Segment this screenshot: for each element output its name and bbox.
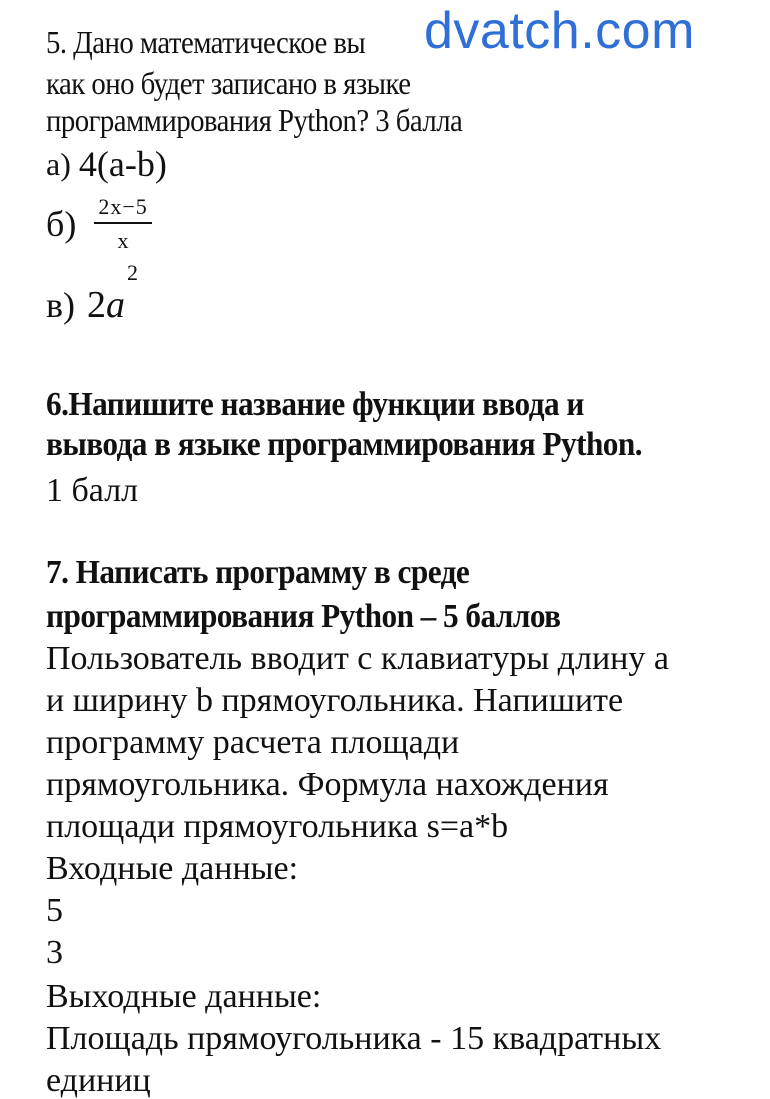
q7-input-value: 5	[46, 892, 63, 929]
q7-body-line: прямоугольника. Формула нахождения	[46, 766, 609, 803]
power-coefficient: 2	[87, 284, 106, 326]
fraction-numerator: 2x−5	[94, 196, 151, 224]
power-exponent: 2	[127, 260, 138, 285]
q5-option-b	[46, 196, 152, 252]
q5-option-a	[46, 146, 167, 182]
q7-body-line: и ширину b прямоугольника. Напишите	[46, 682, 624, 719]
q7-body-line: площади прямоугольника s=a*b	[46, 808, 509, 845]
q5-option-a-expression: 4(a-b)	[78, 144, 167, 184]
q5-option-c-expression	[87, 260, 138, 326]
q5-option-a-label: а)	[46, 146, 71, 182]
q7-output-line: единиц	[46, 1062, 151, 1099]
q5-line-1: 5. Дано математическое вы	[46, 24, 366, 60]
q7-input-label: Входные данные:	[46, 850, 299, 887]
q6-points: 1 балл	[46, 472, 139, 509]
q5-option-b-fraction	[94, 196, 151, 252]
q5-option-c-label: в)	[46, 285, 75, 325]
power-variable: a	[106, 284, 125, 326]
q7-body-line: программу расчета площади	[46, 724, 460, 761]
q6-line-1: 6.Напишите название функции ввода и	[46, 386, 584, 423]
q5-option-c	[46, 260, 138, 326]
q7-output-label: Выходные данные:	[46, 978, 322, 1015]
q7-input-value: 3	[46, 934, 63, 971]
q5-line-2: как оно будет записано в языке	[46, 65, 411, 101]
q7-body-line: Пользователь вводит с клавиатуры длину a	[46, 640, 669, 677]
q6-line-2: вывода в языке программирования Python.	[46, 426, 643, 463]
watermark-text: dvatch.com	[420, 4, 699, 59]
q7-line-1: 7. Написать программу в среде	[46, 554, 470, 591]
q7-line-2: программирования Python – 5 баллов	[46, 598, 561, 635]
q5-option-b-label: б)	[46, 204, 77, 244]
fraction-denominator: x	[117, 228, 129, 253]
q5-line-3: программирования Python? 3 балла	[46, 102, 463, 138]
q7-output-line: Площадь прямоугольника - 15 квадратных	[46, 1020, 662, 1057]
